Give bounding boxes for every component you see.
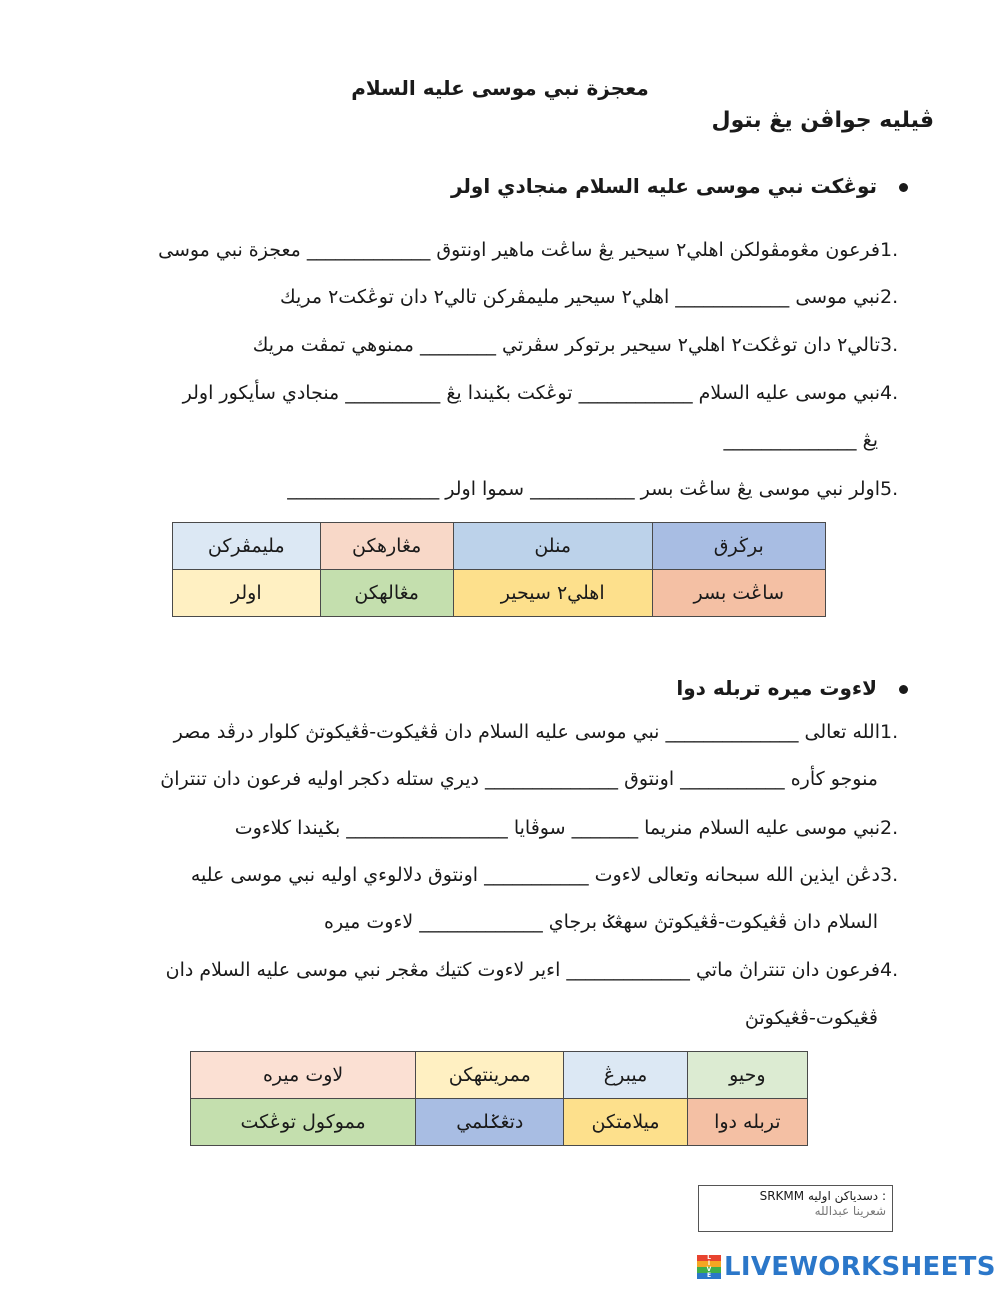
word-bank-cell[interactable]: اهلي٢ سيحير <box>453 570 652 617</box>
question-text: دڠن ايذين الله سبحانه وتعالى لاءوت ___________ اونتوق دلالوءي اوليه نبي موسى عليه <box>190 864 880 886</box>
word-bank-row <box>191 1099 808 1146</box>
question-1-4: 4.نبي موسى عليه السلام ____________ توڠكت بݢيندا يڠ __________ منجادي سأيكور اولر <box>182 382 899 404</box>
word-bank-cell[interactable]: وحيو <box>687 1052 807 1099</box>
question-text: فرعون دان تنتراڽ ماتي _____________ اءير لاءوت كتيك مڠجر نبي موسى عليه السلام دان <box>165 959 880 981</box>
word-bank-cell[interactable]: ميلامتكن <box>564 1099 687 1146</box>
credit-line-2: شعرينا عبدالله <box>814 1204 886 1218</box>
question-text: نبي موسى عليه السلام منريما _______ سوڤايا _________________ بݢيندا كلاءوت <box>234 817 880 839</box>
word-bank-cell[interactable]: ممرينتهكن <box>416 1052 564 1099</box>
page-title: معجزة نبي موسى عليه السلام <box>351 76 649 100</box>
question-text: فرعون مڠومڤولكن اهلي٢ سيحير يڠ ساڠت ماهير اونتوق _____________ معجزة نبي موسى <box>158 239 880 261</box>
question-2-1-continued: منوجو كأره ___________ اونتوق ______________ ديري ستله دكجر اوليه فرعون دان تنتراڽ <box>160 768 878 790</box>
word-bank-row <box>173 523 826 570</box>
question-1-1: 1.فرعون مڠومڤولكن اهلي٢ سيحير يڠ ساڠت ماهير اونتوق _____________ معجزة نبي موسى <box>158 239 899 261</box>
word-bank-row <box>173 570 826 617</box>
word-bank-cell[interactable]: اولر <box>173 570 321 617</box>
question-text: نبي موسى عليه السلام ____________ توڠكت بݢيندا يڠ __________ منجادي سأيكور اولر <box>182 382 880 404</box>
credit-box <box>698 1185 893 1232</box>
word-bank-cell[interactable]: منلن <box>453 523 652 570</box>
word-bank-2 <box>190 1051 808 1146</box>
question-text: تالي٢ دان توڠكت٢ اهلي٢ سيحير برتوكر سڤرتي ________ ممنوهي تمڤت مريك <box>252 334 880 356</box>
question-text: اولر نبي موسى يڠ ساڠت بسر ___________ سموا اولر ________________ <box>287 478 880 500</box>
question-1-2: 2.نبي موسى ____________ اهلي٢ سيحير مليمڤركن تالي٢ دان توڠكت٢ مريك <box>280 286 899 308</box>
question-2-3: 3.دڠن ايذين الله سبحانه وتعالى لاءوت ___________ اونتوق دلالوءي اوليه نبي موسى عليه <box>190 864 899 886</box>
word-bank-cell[interactable]: مڠارهكن <box>320 523 453 570</box>
word-bank-cell[interactable]: مليمڤركن <box>173 523 321 570</box>
word-bank-1 <box>172 522 826 617</box>
question-2-4: 4.فرعون دان تنتراڽ ماتي _____________ اءير لاءوت كتيك مڠجر نبي موسى عليه السلام دان <box>165 959 899 981</box>
liveworksheets-logo[interactable] <box>697 1252 996 1282</box>
word-bank-cell[interactable]: مموكول توڠكت <box>191 1099 416 1146</box>
question-2-3-continued: السلام دان ڤڠيكوت-ڤڠيكوتڽ سهڠݢ برجاي _____________ لاءوت ميره <box>324 911 878 933</box>
bullet-icon <box>899 183 908 192</box>
section-1-heading: توڠكت نبي موسى عليه السلام منجادي اولر <box>451 174 908 198</box>
word-bank-cell[interactable]: تربله دوا <box>687 1099 807 1146</box>
credit-line-1: : دسدياكن اوليه SRKMM <box>759 1189 886 1203</box>
question-1-5: 5.اولر نبي موسى يڠ ساڠت بسر ___________ سموا اولر ________________ <box>287 478 899 500</box>
instruction: ڤيليه جواڤن يڠ بتول <box>711 108 934 133</box>
word-bank-cell[interactable]: مڠالهكن <box>320 570 453 617</box>
word-bank-cell[interactable]: ميبرڠ <box>564 1052 687 1099</box>
question-1-4-continued: يڠ ______________ <box>723 429 878 451</box>
section-2-heading: لاءوت ميره تربله دوا <box>676 676 908 700</box>
question-text: الله تعالى ______________ نبي موسى عليه السلام دان ڤڠيكوت-ڤڠيكوتڽ كلوار درڤد مصر <box>173 721 880 743</box>
question-1-3: 3.تالي٢ دان توڠكت٢ اهلي٢ سيحير برتوكر سڤرتي ________ ممنوهي تمڤت مريك <box>252 334 899 356</box>
word-bank-row <box>191 1052 808 1099</box>
word-bank-cell[interactable]: لاوت ميره <box>191 1052 416 1099</box>
question-2-1: 1.الله تعالى ______________ نبي موسى عليه السلام دان ڤڠيكوت-ڤڠيكوتڽ كلوار درڤد مصر <box>173 721 899 743</box>
word-bank-cell[interactable]: ساڠت بسر <box>652 570 825 617</box>
bullet-icon <box>899 685 908 694</box>
question-2-4-continued: ڤڠيكوت-ڤڠيكوتڽ <box>744 1007 878 1029</box>
word-bank-cell[interactable]: برڬرق <box>652 523 825 570</box>
question-2-2: 2.نبي موسى عليه السلام منريما _______ سوڤايا _________________ بݢيندا كلاءوت <box>234 817 899 839</box>
logo-text: LIVEWORKSHEETS <box>724 1252 996 1282</box>
word-bank-cell[interactable]: دتڠݢلمي <box>416 1099 564 1146</box>
live-badge-icon: L I V E <box>697 1255 721 1279</box>
question-text: نبي موسى ____________ اهلي٢ سيحير مليمڤركن تالي٢ دان توڠكت٢ مريك <box>280 286 880 308</box>
